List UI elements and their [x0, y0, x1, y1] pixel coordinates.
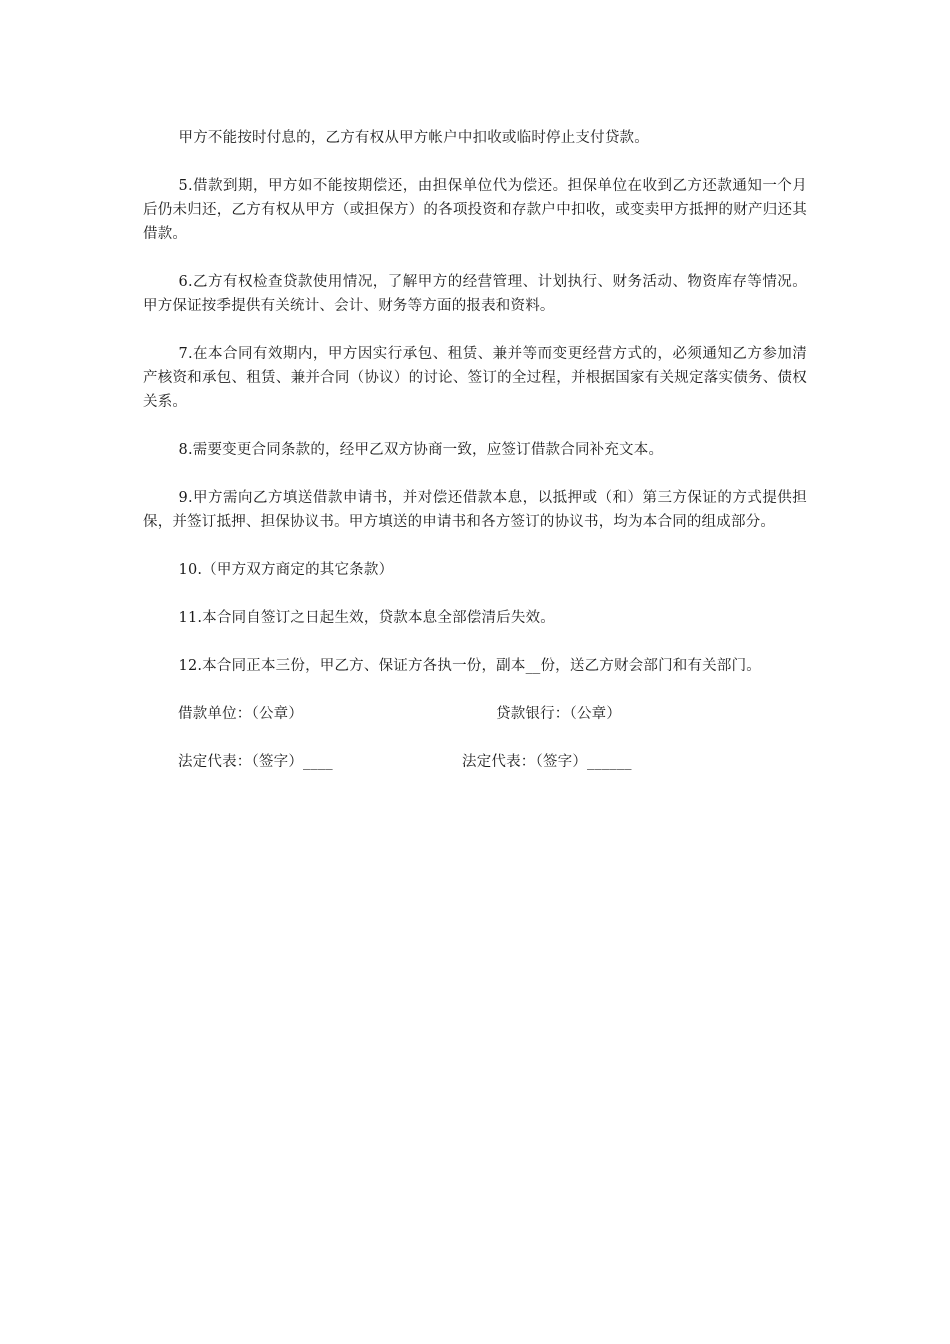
paragraph-clause-8: 8.需要变更合同条款的，经甲乙双方协商一致，应签订借款合同补充文本。	[178, 442, 664, 458]
signature-row-representatives	[143, 750, 807, 774]
borrower-representative-label: 法定代表：（签字）____	[178, 754, 333, 770]
lender-bank-label: 贷款银行：（公章）	[496, 706, 622, 722]
document-page	[143, 126, 807, 798]
paragraph-clause-7: 7.在本合同有效期内，甲方因实行承包、租赁、兼并等而变更经营方式的，必须通知乙方参加清产核资和承包、租赁、兼并合同（协议）的讨论、签订的全过程，并根据国家有关规定落实债务、债权关系。	[143, 346, 807, 410]
signature-row-seals	[143, 702, 807, 726]
paragraph-interest-default: 甲方不能按时付息的，乙方有权从甲方帐户中扣收或临时停止支付贷款。	[178, 130, 649, 146]
paragraph-clause-11: 11.本合同自签订之日起生效，贷款本息全部偿清后失效。	[178, 610, 555, 626]
paragraph-clause-9: 9.甲方需向乙方填送借款申请书，并对偿还借款本息，以抵押或（和）第三方保证的方式提供担保，并签订抵押、担保协议书。甲方填送的申请书和各方签订的协议书，均为本合同的组成部分。	[143, 490, 807, 530]
paragraph-clause-6: 6.乙方有权检查贷款使用情况，了解甲方的经营管理、计划执行、财务活动、物资库存等情况。甲方保证按季提供有关统计、会计、财务等方面的报表和资料。	[143, 274, 807, 314]
borrower-unit-label: 借款单位：（公章）	[178, 706, 304, 722]
lender-representative-label: 法定代表：（签字）______	[462, 754, 632, 770]
paragraph-clause-12: 12.本合同正本三份，甲乙方、保证方各执一份，副本__份，送乙方财会部门和有关部门。	[178, 658, 761, 674]
paragraph-clause-10: 10.（甲方双方商定的其它条款）	[178, 562, 394, 578]
paragraph-clause-5: 5.借款到期，甲方如不能按期偿还，由担保单位代为偿还。担保单位在收到乙方还款通知一个月后仍未归还，乙方有权从甲方（或担保方）的各项投资和存款户中扣收，或变卖甲方抵押的财产归还其借款。	[143, 178, 807, 242]
